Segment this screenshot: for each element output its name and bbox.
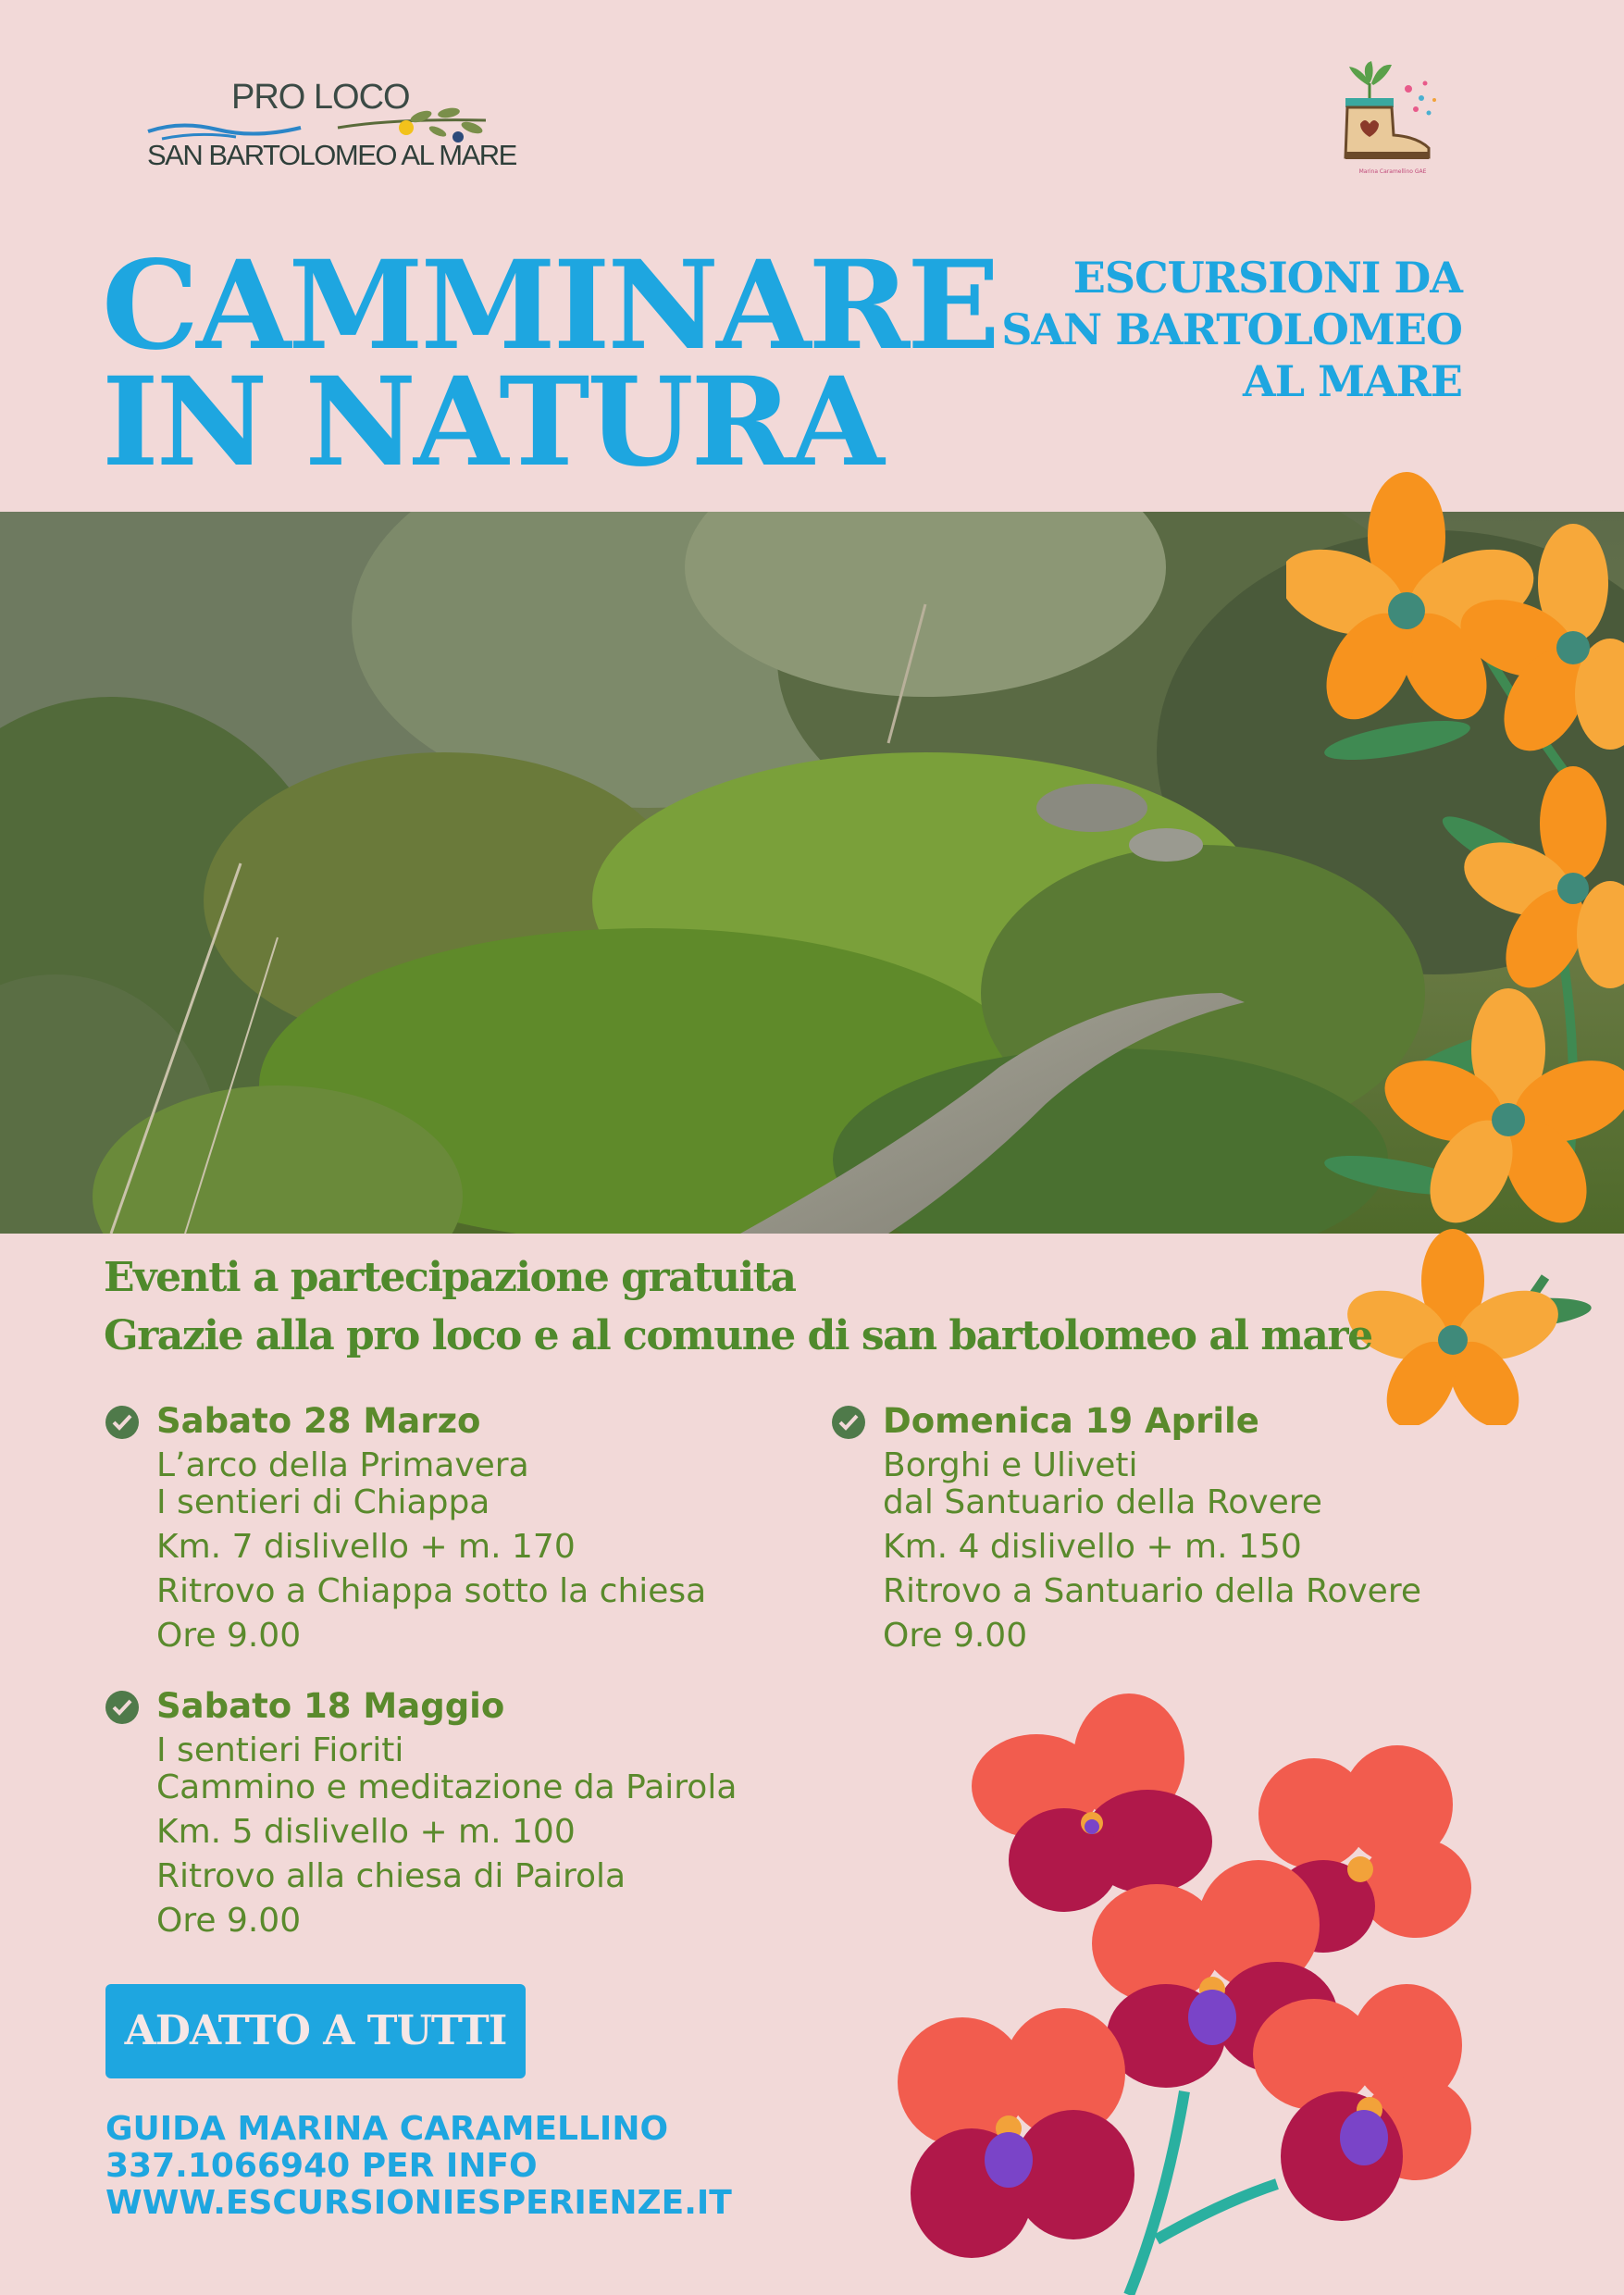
event-distance: Km. 7 dislivello + m. 170 bbox=[156, 1528, 576, 1566]
intro-free-events: Eventi a partecipazione gratuita bbox=[104, 1254, 796, 1301]
event-item bbox=[105, 1401, 808, 1660]
suitable-for-all-badge: ADATTO A TUTTI bbox=[105, 1984, 526, 2078]
event-meeting-point: Ritrovo a Chiappa sotto la chiesa bbox=[156, 1572, 707, 1610]
event-distance: Km. 5 dislivello + m. 100 bbox=[156, 1813, 576, 1851]
event-item bbox=[831, 1401, 1534, 1660]
event-date: Sabato 28 Marzo bbox=[156, 1401, 481, 1441]
check-circle-icon bbox=[831, 1405, 866, 1440]
proloco-logo bbox=[143, 72, 516, 183]
main-title bbox=[102, 234, 998, 494]
orange-flowers-decoration bbox=[1286, 444, 1624, 1425]
red-flowers-decoration bbox=[888, 1684, 1508, 2295]
event-time: Ore 9.00 bbox=[156, 1902, 302, 1940]
event-title: I sentieri Fioriti bbox=[156, 1731, 404, 1769]
proloco-logo-bottom-text: SAN BARTOLOMEO AL MARE bbox=[147, 139, 516, 171]
subtitle-line-2: SAN BARTOLOMEO bbox=[1001, 304, 1462, 354]
event-subtitle: dal Santuario della Rovere bbox=[883, 1483, 1322, 1521]
intro-thanks: Grazie alla pro loco e al comune di san bartolomeo al mare bbox=[104, 1312, 1372, 1359]
event-time: Ore 9.00 bbox=[156, 1617, 302, 1655]
main-title-line-2: IN NATURA bbox=[102, 351, 882, 494]
guide-name: GUIDA MARINA CARAMELLINO bbox=[105, 2110, 669, 2148]
event-title: L’arco della Primavera bbox=[156, 1446, 529, 1484]
event-meeting-point: Ritrovo alla chiesa di Pairola bbox=[156, 1857, 626, 1895]
event-title: Borghi e Uliveti bbox=[883, 1446, 1138, 1484]
subtitle-line-3: AL MARE bbox=[1243, 356, 1462, 406]
event-subtitle: I sentieri di Chiappa bbox=[156, 1483, 490, 1521]
subtitle-line-1: ESCURSIONI DA bbox=[1072, 253, 1462, 303]
event-distance: Km. 4 dislivello + m. 150 bbox=[883, 1528, 1302, 1566]
event-item bbox=[105, 1686, 808, 1945]
guide-logo-caption: Marina Caramellino GAE bbox=[1358, 168, 1427, 175]
subtitle bbox=[907, 252, 1462, 407]
phone-number: 337.1066940 PER INFO bbox=[105, 2147, 538, 2185]
event-time: Ore 9.00 bbox=[883, 1617, 1028, 1655]
guide-logo bbox=[1333, 56, 1453, 185]
check-circle-icon bbox=[105, 1690, 140, 1725]
main-title-line-1: CAMMINARE bbox=[102, 234, 998, 378]
hiking-boot-plant-icon bbox=[1333, 56, 1453, 167]
event-date: Domenica 19 Aprile bbox=[883, 1401, 1259, 1441]
website-link[interactable]: WWW.ESCURSIONIESPERIENZE.IT bbox=[105, 2184, 732, 2222]
event-meeting-point: Ritrovo a Santuario della Rovere bbox=[883, 1572, 1421, 1610]
event-subtitle: Cammino e meditazione da Pairola bbox=[156, 1768, 738, 1806]
event-date: Sabato 18 Maggio bbox=[156, 1686, 505, 1726]
proloco-logo-top-text: PRO LOCO bbox=[231, 78, 410, 117]
check-circle-icon bbox=[105, 1405, 140, 1440]
